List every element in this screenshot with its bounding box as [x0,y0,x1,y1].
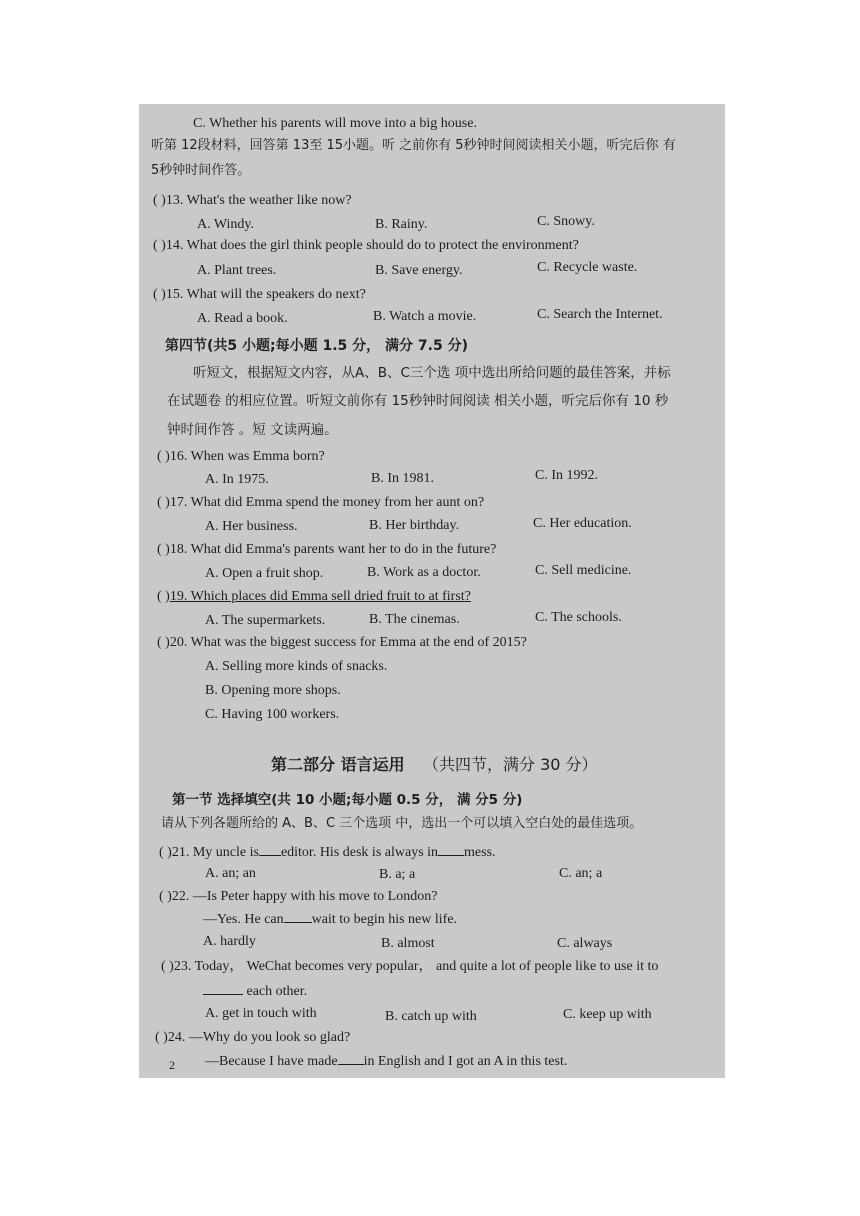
blank [259,843,281,856]
option-b: B. almost [381,936,435,951]
answer-paren: ( ) [157,542,170,557]
instruction-line: 听第 12段材料，回答第 13至 15小题。听 之前你有 5秒钟时间阅读相关小题，听完后你 有 [151,138,676,153]
question-text: 23. Today， WeChat becomes very popular， and quite a lot of people like to use it to [173,959,659,974]
question-text: 13. What's the weather like now? [165,193,352,208]
question-text: 18. What did Emma's parents want her to do in the future? [169,542,497,557]
question-13 [153,192,352,210]
question-text: 17. What did Emma spend the money from her aunt on? [169,495,485,510]
section-4-paragraph: 听短文，根据短文内容，从A、B、C三个选 项中选出所给问题的最佳答案，并标 [193,365,671,381]
option-a: A. get in touch with [205,1006,317,1021]
question-text: 15. What will the speakers do next? [165,287,366,302]
instruction-line: 5秒钟时间作答。 [151,163,251,178]
option-b: B. Rainy. [375,217,428,232]
option-a: A. Selling more kinds of snacks. [205,659,388,674]
question-text: 22. —Is Peter happy with his move to London? [171,889,438,904]
section-4-title: 第四节(共5 小题;每小题 1.5 分， 满分 7.5 分) [165,338,468,354]
question-24-line-2: —Because I have made in English and I got an A in this test. [205,1054,568,1069]
question-20 [157,634,527,652]
option-a: A. In 1975. [205,472,269,487]
answer-paren: ( ) [157,589,170,604]
question-23 [161,958,658,976]
blank [438,843,464,856]
answer-paren: ( ) [155,1030,168,1045]
question-16 [157,448,325,466]
question-19 [157,588,471,606]
option-b: B. The cinemas. [369,612,460,627]
option-a: A. Plant trees. [197,263,277,278]
answer-paren: ( ) [157,495,170,510]
question-15 [153,286,366,304]
answer-paren: ( ) [157,635,170,650]
blank [203,982,243,995]
option-a: A. Her business. [205,519,298,534]
option-a: A. Read a book. [197,311,288,326]
option-a: A. an; an [205,866,256,881]
section-4-paragraph: 在试题卷 的相应位置。听短文前你有 15秒钟时间阅读 相关小题，听完后你有 10 秒 [167,393,669,409]
q12-option-c: C. Whether his parents will move into a big house. [193,116,477,131]
answer-paren: ( ) [153,287,166,302]
option-c: C. Search the Internet. [537,307,663,322]
blank [284,910,312,923]
question-21: ( )21. My uncle is editor. His desk is always in mess. [159,845,496,860]
question-text: 20. What was the biggest success for Emma at the end of 2015? [169,635,527,650]
option-c: C. In 1992. [535,468,598,483]
question-text: 14. What does the girl think people should do to protect the environment? [165,238,579,253]
part-2-subtitle: （共四节，满分 30 分） [423,755,598,774]
answer-paren: ( ) [159,845,172,860]
option-a: A. Windy. [197,217,254,232]
section-4-paragraph: 钟时间作答 。短 文读两遍。 [167,422,338,438]
option-c: C. Sell medicine. [535,563,632,578]
option-c: C. Snowy. [537,214,595,229]
page-number: 2 [169,1058,175,1072]
question-24 [155,1029,350,1047]
option-c: C. keep up with [563,1007,652,1022]
option-b: B. catch up with [385,1009,477,1024]
question-18 [157,541,496,559]
section-1-title: 第一节 选择填空(共 10 小题;每小题 0.5 分， 满 分5 分) [172,792,523,808]
part-2-title: 第二部分 语言运用 [271,755,405,774]
question-14 [153,237,579,255]
option-c: C. Her education. [533,516,632,531]
answer-paren: ( ) [157,449,170,464]
option-a: A. Open a fruit shop. [205,566,324,581]
answer-paren: ( ) [153,238,166,253]
option-a: A. The supermarkets. [205,613,326,628]
question-text: 19. Which places did Emma sell dried fruit to at first? [169,589,471,604]
question-text: 24. —Why do you look so glad? [167,1030,351,1045]
option-a: A. hardly [203,934,256,949]
option-c: C. Recycle waste. [537,260,638,275]
answer-paren: ( ) [153,193,166,208]
answer-paren: ( ) [161,959,174,974]
question-22-line-2: —Yes. He can wait to begin his new life. [203,912,458,927]
option-b: B. Work as a doctor. [367,565,481,580]
question-text: 16. When was Emma born? [169,449,325,464]
option-b: B. In 1981. [371,471,434,486]
option-c: C. Having 100 workers. [205,707,340,722]
option-c: C. The schools. [535,610,622,625]
option-c: C. an; a [559,866,603,881]
answer-paren: ( ) [159,889,172,904]
question-23-line-2: each other. [203,982,307,1001]
option-c: C. always [557,936,613,951]
question-22 [159,888,437,906]
option-b: B. Her birthday. [369,518,460,533]
section-1-instruction: 请从下列各题所给的 A、B、C 三个选项 中，选出一个可以填入空白处的最佳选项。 [161,816,643,831]
exam-page [139,104,725,1078]
option-b: B. a; a [379,867,416,882]
blank [338,1052,364,1065]
option-b: B. Watch a movie. [373,309,477,324]
option-b: B. Opening more shops. [205,683,341,698]
question-17 [157,494,484,512]
option-b: B. Save energy. [375,263,463,278]
